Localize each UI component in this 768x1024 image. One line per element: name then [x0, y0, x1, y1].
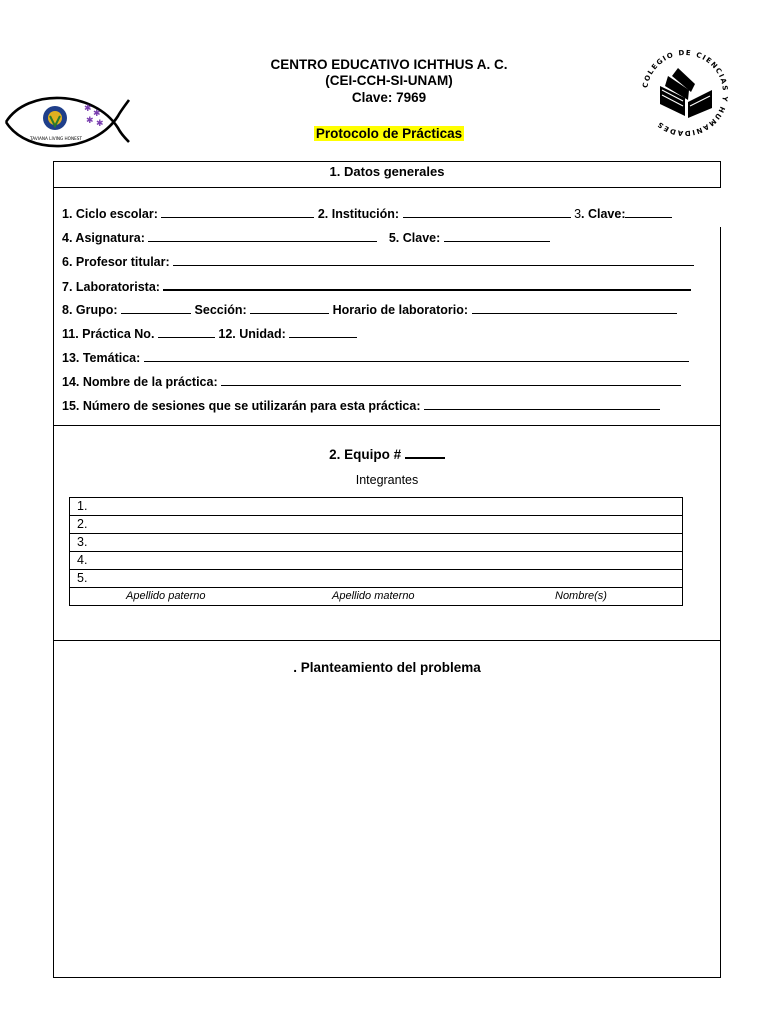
blank-numero-sesiones[interactable]	[424, 398, 660, 410]
label-horario: Horario de laboratorio:	[332, 303, 469, 317]
field-practica-unidad	[62, 326, 357, 341]
blank-practica-no[interactable]	[158, 326, 215, 338]
blank-asignatura[interactable]	[148, 230, 377, 242]
blank-unidad[interactable]	[289, 326, 357, 338]
svg-text:✱: ✱	[84, 104, 92, 114]
label-ciclo-escolar: 1. Ciclo escolar:	[62, 207, 158, 221]
section-team-title	[54, 446, 720, 462]
label-laboratorista: 7. Laboratorista:	[62, 280, 160, 294]
member-row[interactable]: 4.	[70, 552, 682, 570]
svg-text:✱: ✱	[86, 116, 94, 126]
section-general-data	[53, 187, 721, 426]
blank-ciclo-escolar[interactable]	[161, 206, 314, 218]
blank-seccion[interactable]	[250, 302, 329, 314]
blank-grupo[interactable]	[121, 302, 191, 314]
field-tematica	[62, 350, 689, 365]
svg-text:✱: ✱	[93, 109, 101, 119]
column-apellido-materno: Apellido materno	[332, 590, 415, 602]
field-laboratorista	[62, 278, 691, 294]
label-clave-3: . Clave:	[581, 207, 626, 221]
field-asignatura	[62, 230, 550, 245]
members-columns	[70, 588, 682, 605]
field-nombre-practica	[62, 374, 681, 389]
field-numero-sesiones	[62, 398, 660, 413]
label-numero-sesiones: 15. Número de sesiones que se utilizarán para esta práctica:	[62, 399, 421, 413]
problem-statement-area[interactable]	[64, 689, 710, 967]
field-grupo-seccion-horario	[62, 302, 677, 317]
blank-nombre-practica[interactable]	[221, 374, 681, 386]
blank-clave-3[interactable]	[625, 206, 672, 218]
document-title-text: Protocolo de Prácticas	[315, 126, 463, 141]
blank-team-number[interactable]	[405, 446, 445, 459]
blank-horario[interactable]	[472, 302, 677, 314]
section-general-data-title: 1. Datos generales	[329, 164, 445, 179]
fish-logo-text: TAVIANA LIVING HONEST	[30, 136, 82, 141]
member-row[interactable]: 5.	[70, 570, 682, 588]
members-table	[69, 497, 683, 606]
label-profesor-titular: 6. Profesor titular:	[62, 255, 170, 269]
members-subtitle: Integrantes	[355, 473, 419, 487]
label-asignatura: 4. Asignatura:	[62, 231, 145, 245]
svg-text:✱: ✱	[96, 119, 104, 129]
label-grupo: 8. Grupo:	[62, 303, 118, 317]
cch-seal-logo	[638, 46, 732, 140]
label-clave-3-number: 3	[574, 207, 582, 221]
label-practica-no: 11. Práctica No.	[62, 327, 155, 341]
blank-laboratorista[interactable]	[163, 278, 691, 291]
member-row[interactable]: 2.	[70, 516, 682, 534]
school-clave: Clave: 7969	[351, 90, 427, 105]
school-name: CENTRO EDUCATIVO ICHTHUS A. C.	[270, 57, 508, 72]
blank-tematica[interactable]	[144, 350, 689, 362]
member-row[interactable]: 1.	[70, 498, 682, 516]
column-apellido-paterno: Apellido paterno	[126, 590, 206, 602]
label-seccion: Sección:	[194, 303, 247, 317]
field-profesor-titular	[62, 254, 694, 269]
blank-institucion[interactable]	[403, 206, 571, 218]
label-clave-5: 5. Clave:	[388, 231, 441, 245]
team-label: 2. Equipo #	[329, 447, 402, 462]
section-team	[53, 425, 721, 641]
label-nombre-practica: 14. Nombre de la práctica:	[62, 375, 218, 389]
right-border-fragment	[720, 227, 721, 426]
label-institucion: 2. Institución:	[317, 207, 400, 221]
blank-profesor-titular[interactable]	[173, 254, 694, 266]
member-row[interactable]: 3.	[70, 534, 682, 552]
section-problem-title: . Planteamiento del problema	[293, 660, 481, 675]
blank-clave-5[interactable]	[444, 230, 550, 242]
field-ciclo-escolar	[62, 206, 672, 221]
section-general-data-header	[53, 161, 721, 188]
label-tematica: 13. Temática:	[62, 351, 141, 365]
section-problem	[53, 640, 721, 978]
label-unidad: 12. Unidad:	[218, 327, 286, 341]
ichthus-fish-logo	[2, 86, 136, 158]
school-code-line: (CEI-CCH-SI-UNAM)	[325, 73, 453, 88]
seal-text: COLEGIO DE CIENCIAS Y HUMANIDADES	[641, 48, 730, 138]
column-nombres: Nombre(s)	[555, 590, 607, 602]
